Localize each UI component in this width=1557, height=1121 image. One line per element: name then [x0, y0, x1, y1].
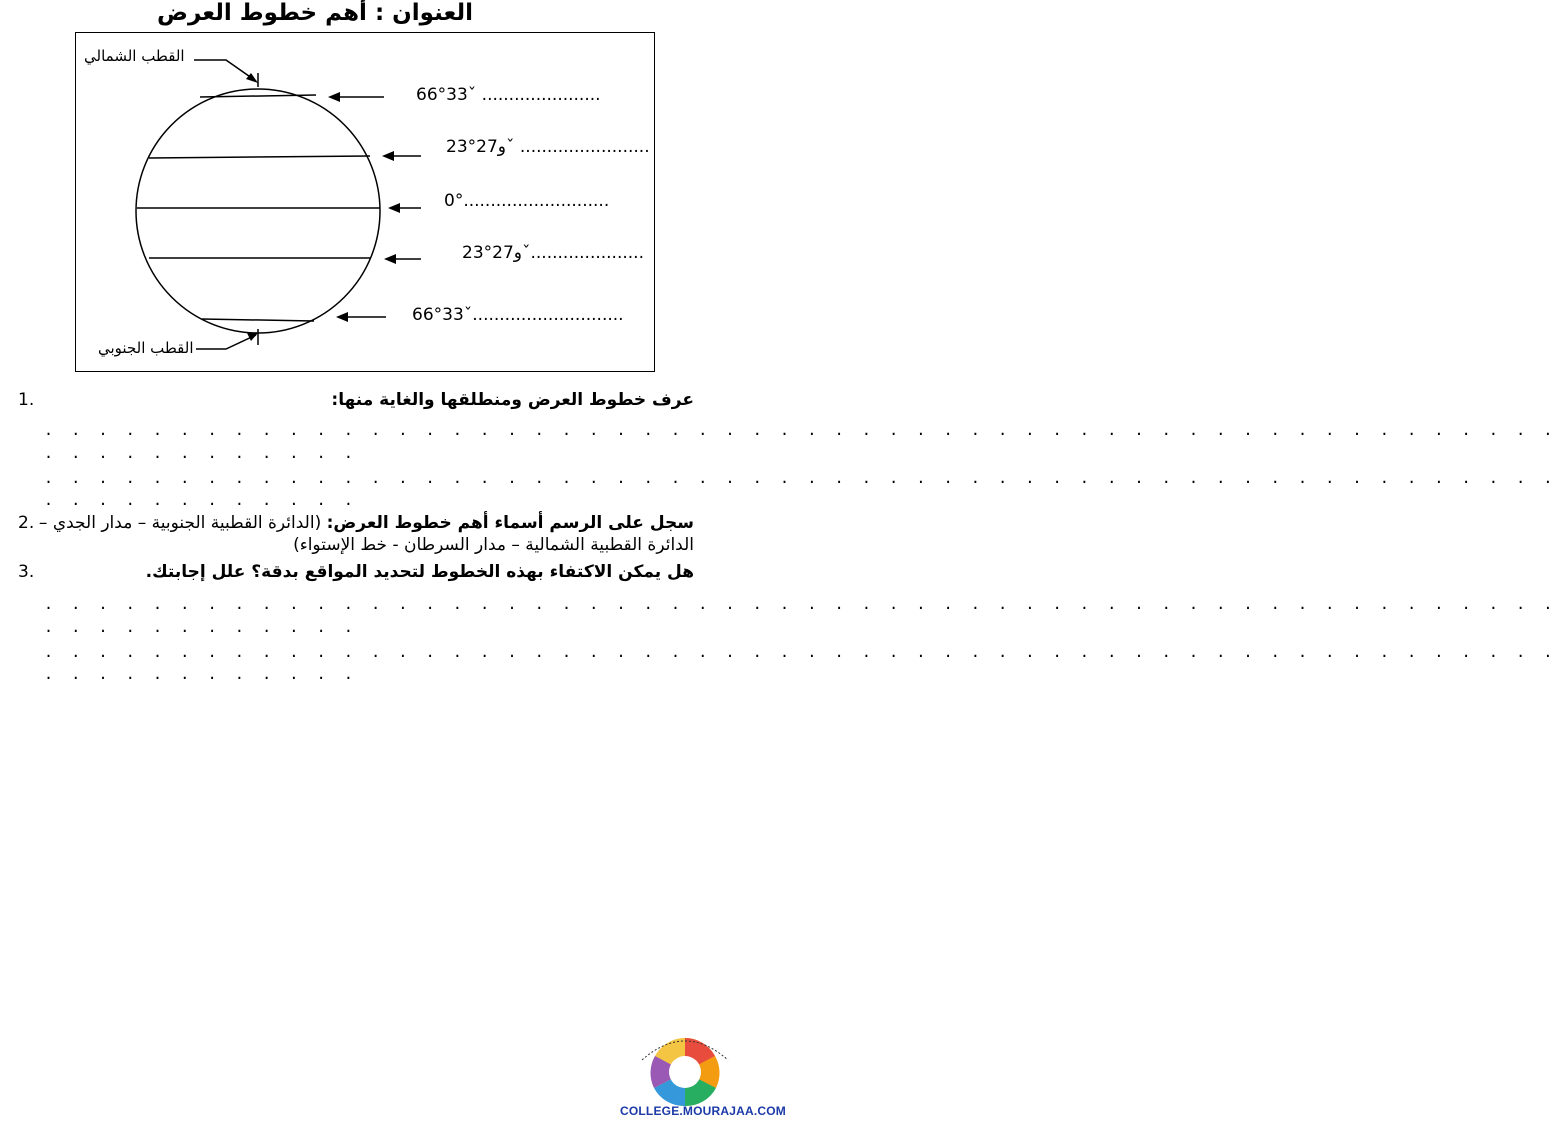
logo-graphic	[630, 1030, 740, 1110]
question-1	[18, 390, 694, 410]
question-text: هل يمكن الاكتفاء بهذه الخطوط لتحديد المواقع بدقة؟ علل إجابتك.	[145, 562, 694, 582]
question-text: سجل على الرسم أسماء أهم خطوط العرض:	[326, 513, 694, 533]
question-hint: (الدائرة القطبية الجنوبية – مدار الجدي – الدائرة القطبية الشمالية – مدار السرطان - خط الإستواء)	[38, 513, 694, 555]
question-number: 1.	[18, 390, 35, 410]
answer-line[interactable]: . . . . . . . . . . . .	[44, 618, 358, 636]
latitude-label-4: 23°و27ˇ.....................	[462, 243, 644, 263]
answer-line[interactable]: . . . . . . . . . . . .	[44, 444, 358, 462]
latitude-label-3: 0°...........................	[444, 191, 610, 211]
logo-caption: COLLEGE.MOURAJAA.COM	[620, 1104, 786, 1118]
latitude-label-5: 66°33ˇ............................	[412, 305, 624, 325]
north-pole-pointer	[194, 60, 256, 81]
answer-line[interactable]: . . . . . . . . . . . .	[44, 665, 358, 683]
question-text: عرف خطوط العرض ومنطلقها والغاية منها:	[331, 390, 694, 410]
arrowhead-2	[382, 151, 394, 161]
latitude-line-antarctic	[202, 319, 314, 321]
answer-line[interactable]: . . . . . . . . . . . . . . . . . . . . . . . . . . . . . . . . . . . . . . . . . . . . . . . . . . . . . . . .	[44, 421, 1557, 439]
arrowhead-3	[388, 203, 400, 213]
site-logo	[630, 1030, 740, 1110]
arrowhead-1	[328, 92, 340, 102]
globe-figure	[75, 32, 655, 372]
globe-circle	[136, 89, 380, 333]
arrowhead-4	[384, 254, 396, 264]
question-number: 2.	[18, 513, 35, 533]
south-pole-pointer	[196, 335, 256, 349]
question-3	[18, 562, 694, 582]
south-pole-arrowhead	[247, 333, 258, 341]
question-number: 3.	[18, 562, 35, 582]
answer-line[interactable]: . . . . . . . . . . . .	[44, 491, 358, 509]
latitude-label-2: 23°و27ˇ ........................	[446, 137, 650, 157]
latitude-label-1: 66°33ˇ ......................	[416, 85, 601, 105]
page-title: العنوان : أهم خطوط العرض	[157, 0, 473, 26]
answer-line[interactable]: . . . . . . . . . . . . . . . . . . . . . . . . . . . . . . . . . . . . . . . . . . . . . . . . . . . . . . . .	[44, 469, 1557, 487]
latitude-line-cancer	[149, 156, 370, 158]
answer-line[interactable]: . . . . . . . . . . . . . . . . . . . . . . . . . . . . . . . . . . . . . . . . . . . . . . . . . . . . . . . .	[44, 595, 1557, 613]
answer-line[interactable]: . . . . . . . . . . . . . . . . . . . . . . . . . . . . . . . . . . . . . . . . . . . . . . . . . . . . . . . .	[44, 643, 1557, 661]
north-pole-label: القطب الشمالي	[84, 47, 185, 65]
question-2	[18, 512, 694, 556]
south-pole-label: القطب الجنوبي	[98, 339, 194, 357]
arrowhead-5	[336, 312, 348, 322]
